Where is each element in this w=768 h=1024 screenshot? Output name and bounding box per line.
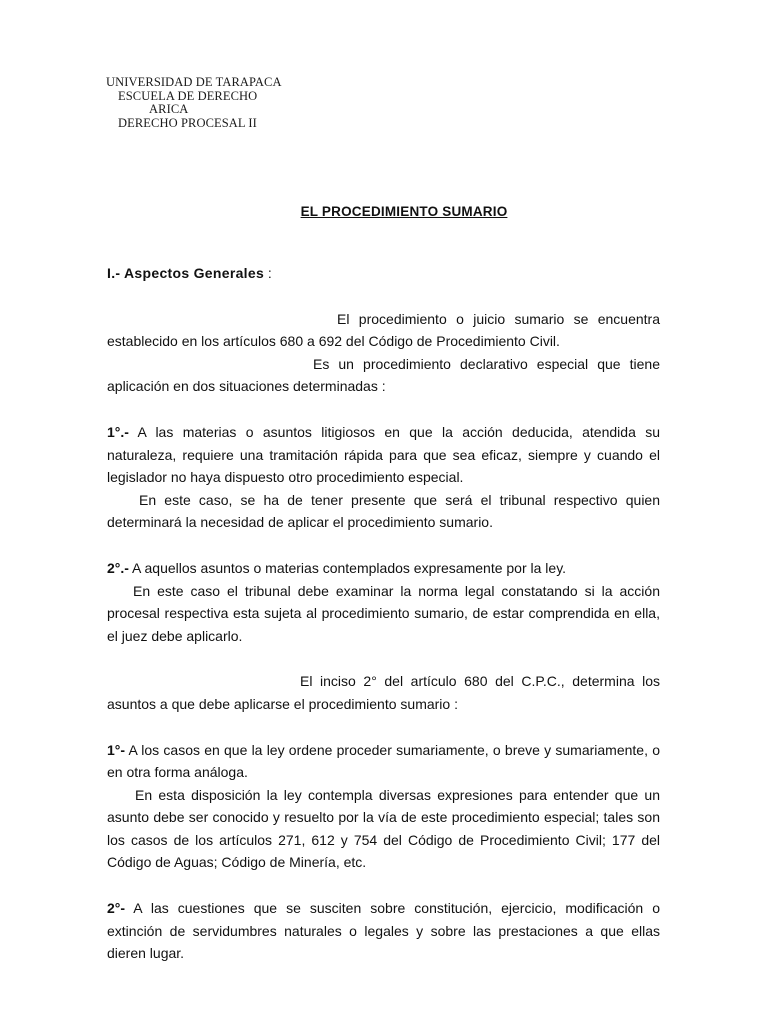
list-item-2-note: En este caso el tribunal debe examinar la norma legal constatando si la acción procesal respectiva esta sujeta al procedimiento sumario, de estar comprendida en ella, el juez debe aplicarlo.: [107, 582, 660, 644]
document-title: EL PROCEDIMIENTO SUMARIO: [300, 204, 508, 219]
section-heading: [107, 262, 660, 285]
section-heading-text: I.- Aspectos Generales: [107, 265, 265, 281]
case-item-1-text: A los casos en que la ley ordene proceder sumariamente, o breve y sumariamente, o en otra forma análoga.: [107, 741, 660, 781]
case-item-1-number: 1°-: [107, 741, 126, 758]
course-name: DERECHO PROCESAL II: [118, 115, 257, 130]
list-item-2-text: A aquellos asuntos o materias contemplados expresamente por la ley.: [128, 559, 567, 576]
list-item-1-note: En este caso, se ha de tener presente que será el tribunal respectivo quien determinará la necesidad de aplicar el procedimiento sumario.: [107, 491, 660, 531]
spacer: [107, 716, 660, 739]
spacer: [107, 398, 660, 421]
case-item-1: [107, 739, 660, 784]
university-name: UNIVERSIDAD DE TARAPACA: [106, 75, 282, 89]
case-item-2-text: A las cuestiones que se susciten sobre constitución, ejercicio, modificación o extinción de servidumbres naturales o legales y sobre las prestaciones a que ellas dieren lugar.: [107, 900, 660, 962]
spacer: [107, 534, 660, 557]
list-item-2: [107, 557, 660, 580]
list-item-1-text: A las materias o asuntos litigiosos en que la acción deducida, atendida su naturaleza, requiere una tramitación rápida para que sea eficaz, siempre y cuando el legislador no haya dispuesto otro procedimiento especial.: [107, 423, 660, 486]
paragraph-inciso: El inciso 2° del artículo 680 del C.P.C., determina los asuntos a que debe aplicarse el procedimiento sumario :: [107, 673, 660, 712]
school-name: ESCUELA DE DERECHO: [118, 88, 258, 103]
city-name: ARICA: [149, 102, 189, 116]
document-body: [107, 262, 660, 965]
case-item-2: [107, 897, 660, 965]
spacer: [107, 874, 660, 897]
paragraph-intro: El procedimiento o juicio sumario se encuentra establecido en los artículos 680 a 692 del Código de Procedimiento Civil.: [107, 310, 660, 350]
list-item-1: [107, 421, 660, 489]
spacer: [107, 285, 660, 308]
document-title-row: [0, 204, 768, 219]
paragraph-definition: Es un procedimiento declarativo especial que tiene aplicación en dos situaciones determinadas :: [107, 355, 660, 395]
list-item-1-number: 1°.-: [107, 423, 129, 440]
list-item-2-number: 2°.-: [107, 559, 129, 576]
case-item-2-number: 2°-: [107, 900, 126, 917]
spacer: [107, 647, 660, 670]
section-heading-suffix: :: [264, 265, 272, 281]
document-header: [106, 76, 282, 130]
case-item-1-note: En esta disposición la ley contempla diversas expresiones para entender que un asunto debe ser conocido y resuelto por la vía de este procedimiento especial; tales son los casos de los artículos 271, 612 y 754 del Código de Procedimiento Civil; 177 del Código de Aguas; Código de Minería, etc.: [107, 786, 660, 871]
